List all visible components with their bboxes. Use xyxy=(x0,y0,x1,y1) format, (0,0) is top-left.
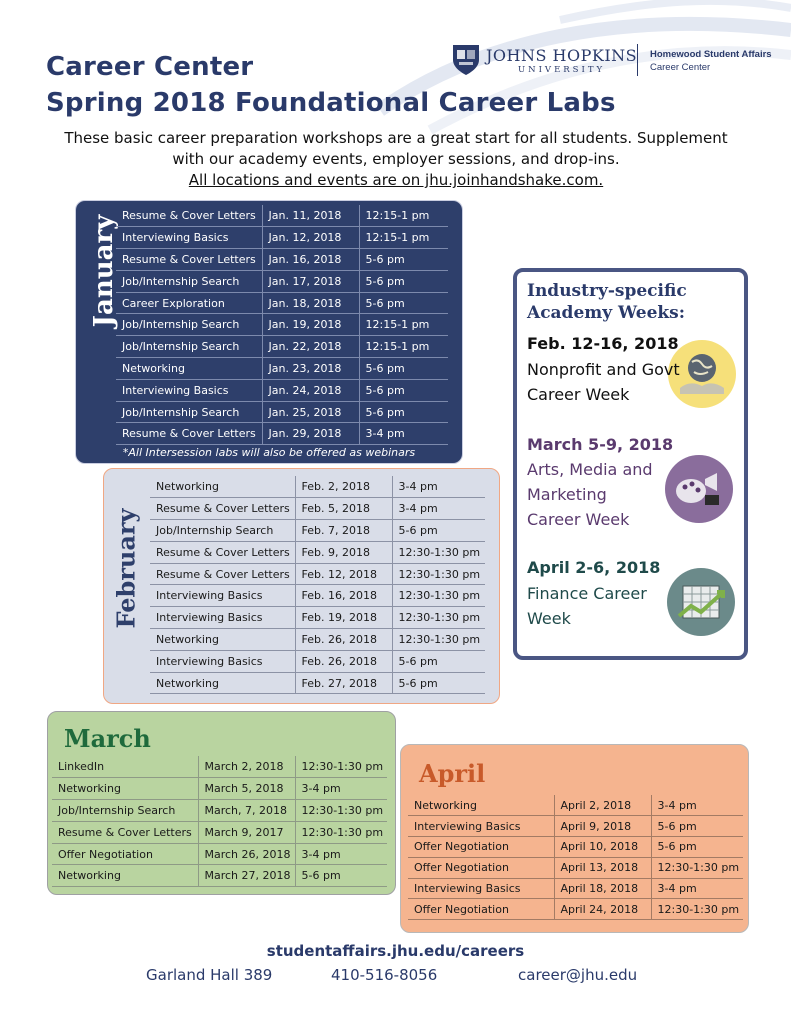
workshop-time: 12:30-1:30 pm xyxy=(392,629,485,651)
april-box xyxy=(400,744,749,933)
workshop-date: April 9, 2018 xyxy=(554,816,651,837)
table-row xyxy=(52,756,387,778)
workshop-date: April 24, 2018 xyxy=(554,899,651,920)
workshop-name: Interviewing Basics xyxy=(408,878,554,899)
workshop-name: Job/Internship Search xyxy=(116,314,262,336)
february-box xyxy=(103,468,500,704)
workshop-date: March 5, 2018 xyxy=(198,778,295,800)
workshop-time: 12:30-1:30 pm xyxy=(392,563,485,585)
workshop-time: 5-6 pm xyxy=(359,270,448,292)
workshop-date: Jan. 19, 2018 xyxy=(262,314,359,336)
table-row xyxy=(52,800,387,822)
workshop-time: 12:15-1 pm xyxy=(359,336,448,358)
workshop-name: Interviewing Basics xyxy=(116,227,262,249)
table-row xyxy=(52,843,387,865)
table-row xyxy=(150,476,485,498)
workshop-time: 5-6 pm xyxy=(392,650,485,672)
workshop-time: 3-4 pm xyxy=(295,778,387,800)
workshop-name: Networking xyxy=(116,358,262,380)
workshop-date: March 27, 2018 xyxy=(198,865,295,887)
academy-title xyxy=(527,280,687,324)
march-box xyxy=(47,711,396,895)
table-row xyxy=(116,292,448,314)
table-row xyxy=(150,585,485,607)
march-label: March xyxy=(64,724,151,753)
april-table xyxy=(408,795,743,920)
table-row xyxy=(150,672,485,694)
workshop-time: 12:30-1:30 pm xyxy=(651,857,743,878)
handshake-link[interactable]: All locations and events are on jhu.joinhandshake.com. xyxy=(188,171,604,189)
academy-title-line2: Academy Weeks: xyxy=(527,303,686,323)
workshop-name: Networking xyxy=(150,476,295,498)
workshop-name: Networking xyxy=(150,672,295,694)
workshop-date: Jan. 25, 2018 xyxy=(262,401,359,423)
palette-megaphone-icon xyxy=(665,455,733,523)
workshop-time: 12:30-1:30 pm xyxy=(651,899,743,920)
workshop-name: Networking xyxy=(52,865,198,887)
jhu-university: UNIVERSITY xyxy=(517,64,606,75)
table-row xyxy=(116,401,448,423)
workshop-time: 12:15-1 pm xyxy=(359,205,448,227)
workshop-time: 12:30-1:30 pm xyxy=(392,607,485,629)
workshop-time: 5-6 pm xyxy=(359,292,448,314)
workshop-name: Interviewing Basics xyxy=(116,379,262,401)
february-table xyxy=(150,476,485,694)
workshop-time: 12:15-1 pm xyxy=(359,227,448,249)
table-row xyxy=(150,498,485,520)
table-row xyxy=(116,358,448,380)
table-row xyxy=(150,629,485,651)
march-table xyxy=(52,756,387,887)
page-subtitle: Spring 2018 Foundational Career Labs xyxy=(46,88,616,118)
workshop-name: Networking xyxy=(150,629,295,651)
footer-email-link[interactable]: career@jhu.edu xyxy=(518,966,638,984)
workshop-time: 5-6 pm xyxy=(359,401,448,423)
table-row xyxy=(408,795,743,816)
academy-title-line1: Industry-specific xyxy=(527,281,687,301)
footer-phone: 410-516-8056 xyxy=(331,966,438,984)
workshop-time: 5-6 pm xyxy=(392,520,485,542)
table-row xyxy=(116,249,448,271)
intro-line1: These basic career preparation workshops are a great start for all students. Supplement xyxy=(64,129,728,147)
workshop-time: 12:30-1:30 pm xyxy=(295,800,387,822)
workshop-date: Jan. 16, 2018 xyxy=(262,249,359,271)
workshop-name: Job/Internship Search xyxy=(150,520,295,542)
workshop-date: Feb. 16, 2018 xyxy=(295,585,392,607)
table-row xyxy=(116,423,448,445)
workshop-date: Feb. 7, 2018 xyxy=(295,520,392,542)
academy-week-1-date: Feb. 12-16, 2018 xyxy=(527,334,679,353)
intro-line2: with our academy events, employer sessions, and drop-ins. xyxy=(172,150,620,168)
jhu-shield-icon xyxy=(452,44,480,76)
workshop-name: Networking xyxy=(408,795,554,816)
workshop-time: 12:30-1:30 pm xyxy=(392,541,485,563)
intro-text xyxy=(40,128,752,191)
workshop-name: Resume & Cover Letters xyxy=(116,249,262,271)
table-row xyxy=(150,563,485,585)
workshop-time: 3-4 pm xyxy=(392,476,485,498)
workshop-date: Feb. 26, 2018 xyxy=(295,629,392,651)
workshop-date: Feb. 12, 2018 xyxy=(295,563,392,585)
workshop-name: LinkedIn xyxy=(52,756,198,778)
table-row xyxy=(150,650,485,672)
january-label: January xyxy=(89,214,119,328)
workshop-date: April 13, 2018 xyxy=(554,857,651,878)
table-row xyxy=(150,520,485,542)
footer-location: Garland Hall 389 xyxy=(146,966,273,984)
table-row xyxy=(408,899,743,920)
workshop-date: March 9, 2017 xyxy=(198,821,295,843)
footer-website-link[interactable]: studentaffairs.jhu.edu/careers xyxy=(266,942,525,960)
workshop-date: March 26, 2018 xyxy=(198,843,295,865)
workshop-time: 5-6 pm xyxy=(651,837,743,858)
workshop-name: Career Exploration xyxy=(116,292,262,314)
workshop-time: 3-4 pm xyxy=(392,498,485,520)
academy-week-2-line2: Marketing xyxy=(527,485,607,504)
table-row xyxy=(116,314,448,336)
spreadsheet-chart-icon xyxy=(667,568,735,636)
workshop-name: Interviewing Basics xyxy=(150,585,295,607)
table-row xyxy=(52,865,387,887)
workshop-date: Feb. 26, 2018 xyxy=(295,650,392,672)
table-row xyxy=(150,607,485,629)
workshop-date: April 18, 2018 xyxy=(554,878,651,899)
table-row xyxy=(150,541,485,563)
academy-weeks-box xyxy=(513,268,748,660)
workshop-time: 12:30-1:30 pm xyxy=(392,585,485,607)
workshop-time: 3-4 pm xyxy=(295,843,387,865)
workshop-name: Interviewing Basics xyxy=(150,607,295,629)
workshop-date: Jan. 17, 2018 xyxy=(262,270,359,292)
workshop-name: Job/Internship Search xyxy=(116,336,262,358)
workshop-time: 3-4 pm xyxy=(651,795,743,816)
workshop-date: Jan. 23, 2018 xyxy=(262,358,359,380)
table-row xyxy=(408,878,743,899)
january-table xyxy=(116,205,448,445)
workshop-date: March 2, 2018 xyxy=(198,756,295,778)
academy-week-3-line2: Week xyxy=(527,609,571,628)
workshop-name: Offer Negotiation xyxy=(408,857,554,878)
table-row xyxy=(116,379,448,401)
workshop-date: Jan. 24, 2018 xyxy=(262,379,359,401)
table-row xyxy=(116,270,448,292)
april-label: April xyxy=(419,759,486,788)
workshop-date: Jan. 22, 2018 xyxy=(262,336,359,358)
academy-week-1-line1: Nonprofit and Govt xyxy=(527,360,680,379)
workshop-time: 12:30-1:30 pm xyxy=(295,756,387,778)
page-title: Career Center xyxy=(46,52,254,82)
table-row xyxy=(408,857,743,878)
workshop-time: 3-4 pm xyxy=(359,423,448,445)
table-row xyxy=(52,778,387,800)
workshop-name: Offer Negotiation xyxy=(52,843,198,865)
workshop-date: March, 7, 2018 xyxy=(198,800,295,822)
table-row xyxy=(52,821,387,843)
jhu-logo xyxy=(452,44,637,76)
logo-divider xyxy=(637,44,638,76)
table-row xyxy=(116,227,448,249)
workshop-time: 12:15-1 pm xyxy=(359,314,448,336)
academy-week-2-line1: Arts, Media and xyxy=(527,460,653,479)
table-row xyxy=(408,816,743,837)
workshop-date: Feb. 27, 2018 xyxy=(295,672,392,694)
workshop-date: Feb. 5, 2018 xyxy=(295,498,392,520)
workshop-date: Feb. 2, 2018 xyxy=(295,476,392,498)
february-label: February xyxy=(111,508,141,629)
table-row xyxy=(116,205,448,227)
workshop-name: Resume & Cover Letters xyxy=(150,498,295,520)
workshop-name: Offer Negotiation xyxy=(408,899,554,920)
workshop-time: 5-6 pm xyxy=(359,379,448,401)
academy-week-1-line2: Career Week xyxy=(527,385,630,404)
workshop-time: 5-6 pm xyxy=(651,816,743,837)
workshop-name: Resume & Cover Letters xyxy=(52,821,198,843)
workshop-name: Job/Internship Search xyxy=(116,270,262,292)
academy-week-3-date: April 2-6, 2018 xyxy=(527,558,661,577)
workshop-date: Feb. 19, 2018 xyxy=(295,607,392,629)
academy-week-3-line1: Finance Career xyxy=(527,584,647,603)
workshop-date: Jan. 11, 2018 xyxy=(262,205,359,227)
workshop-time: 5-6 pm xyxy=(359,249,448,271)
workshop-date: April 10, 2018 xyxy=(554,837,651,858)
workshop-time: 12:30-1:30 pm xyxy=(295,821,387,843)
workshop-name: Networking xyxy=(52,778,198,800)
workshop-name: Interviewing Basics xyxy=(408,816,554,837)
workshop-time: 5-6 pm xyxy=(295,865,387,887)
workshop-name: Resume & Cover Letters xyxy=(116,423,262,445)
workshop-date: April 2, 2018 xyxy=(554,795,651,816)
table-row xyxy=(116,336,448,358)
workshop-name: Resume & Cover Letters xyxy=(116,205,262,227)
workshop-time: 5-6 pm xyxy=(392,672,485,694)
workshop-time: 3-4 pm xyxy=(651,878,743,899)
january-box xyxy=(75,200,463,464)
academy-week-2-line3: Career Week xyxy=(527,510,630,529)
workshop-name: Resume & Cover Letters xyxy=(150,563,295,585)
jhu-name: JOHNS HOPKINS xyxy=(486,45,638,65)
department-line2: Career Center xyxy=(650,62,711,73)
workshop-name: Job/Internship Search xyxy=(52,800,198,822)
workshop-name: Resume & Cover Letters xyxy=(150,541,295,563)
workshop-date: Jan. 18, 2018 xyxy=(262,292,359,314)
workshop-name: Offer Negotiation xyxy=(408,837,554,858)
workshop-date: Jan. 29, 2018 xyxy=(262,423,359,445)
workshop-date: Feb. 9, 2018 xyxy=(295,541,392,563)
workshop-time: 5-6 pm xyxy=(359,358,448,380)
workshop-name: Interviewing Basics xyxy=(150,650,295,672)
table-row xyxy=(408,837,743,858)
department-line1: Homewood Student Affairs xyxy=(650,49,772,60)
workshop-date: Jan. 12, 2018 xyxy=(262,227,359,249)
webinar-note: *All Intersession labs will also be offered as webinars xyxy=(122,446,416,459)
academy-week-2-date: March 5-9, 2018 xyxy=(527,435,674,454)
department-name xyxy=(650,49,772,73)
workshop-name: Job/Internship Search xyxy=(116,401,262,423)
